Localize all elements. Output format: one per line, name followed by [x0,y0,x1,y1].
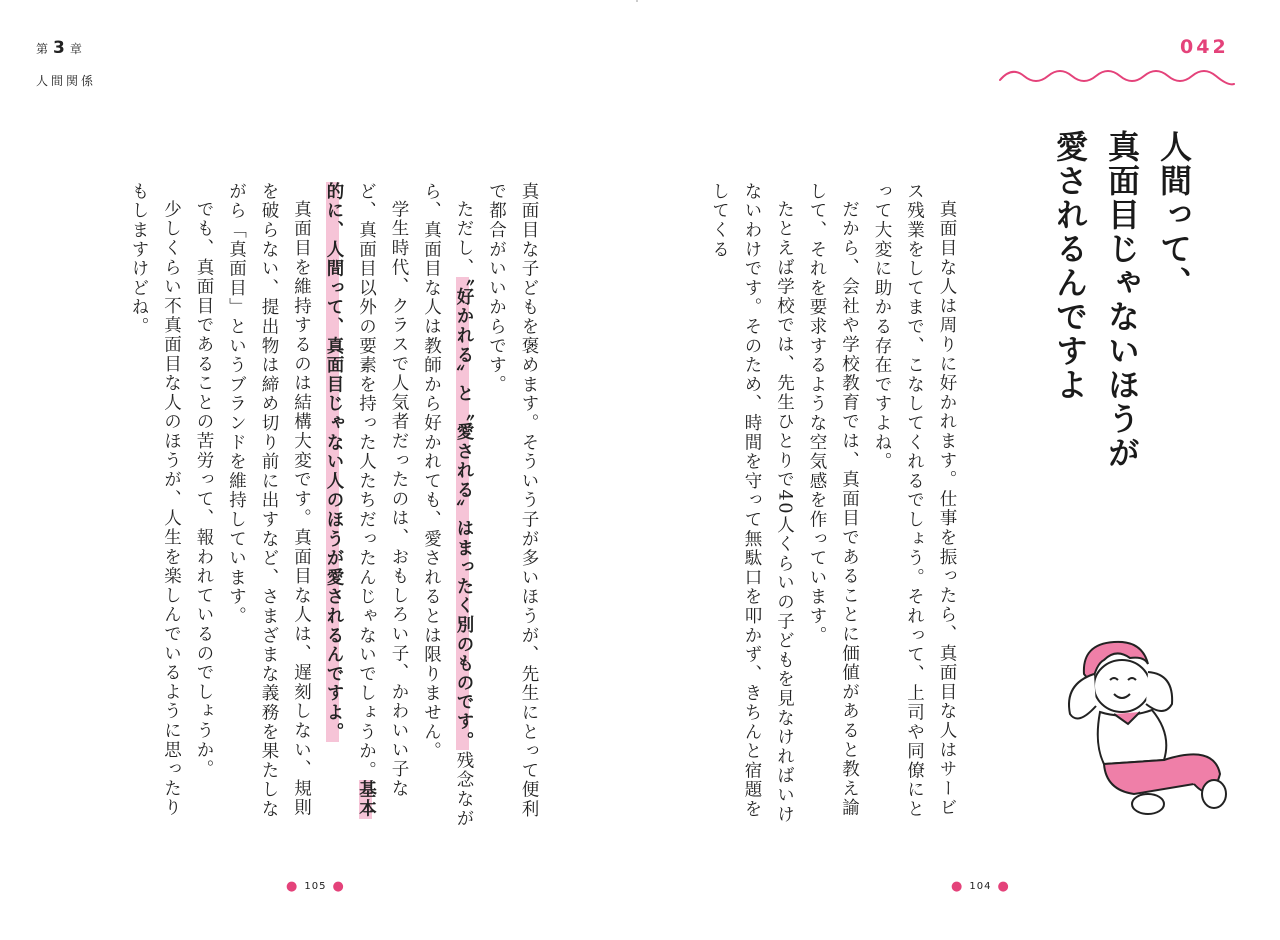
bullet-icon: ● [951,879,964,894]
bullet-icon: ● [997,879,1010,894]
title-line: 愛されるんですよ [1051,130,1089,402]
left-body-text [129,182,545,832]
paragraph: たとえば学校では、先生ひとりで40人くらいの子どもを見なければいけないわけです。そのため、時間を守って無駄口を叩かず、きちんと宿題をしてくる [709,182,795,824]
paragraph-text: ただし、 [454,199,474,277]
paragraph: でも、真面目であることの苦労って、報われているのでしょうか。 [194,199,214,779]
page-number [280,879,351,894]
paragraph [415,182,480,832]
section-number-badge: 042 [1180,36,1229,58]
bullet-icon: ● [332,879,345,894]
highlighted-text: 〝好かれる〟と〝愛される〟はまったく別のものです。 [454,276,474,751]
page-title [1051,130,1200,550]
right-body-text [709,182,963,832]
title-line: 真面目じゃないほうが [1103,130,1141,470]
paragraph: 真面目を維持するのは結構大変です。真面目な人は、遅刻しない、規則を破らない、提出物は締め切り前に出すなど、さまざまな義務を果たしながら「真面目」というブランドを維持しています。 [226,182,312,819]
paragraph: 真面目な人は周りに好かれます。仕事を振ったら、真面目な人はサービス残業をしてまで、こなしてくれるでしょう。それって、上司や同僚にとって大変に助かる存在ですよね。 [872,182,957,819]
bullet-icon: ● [286,879,299,894]
section-label: 人間関係 [36,74,97,88]
highlighted-text: 基本的に、人間って、真面目じゃない人のほうが愛されるんですよ。 [324,182,377,819]
paragraph-text: 学生時代、クラスで人気者だったのは、おもしろい子、かわいい子など、真面目以外の要素を持った人たちだったんじゃないでしょうか。 [356,182,409,798]
right-page [640,0,1280,940]
page-number [945,879,1016,894]
paragraph: 少しくらい不真面目な人のほうが、人生を楽しんでいるように思ったりもしますけどね。 [129,182,182,818]
chapter-label [36,38,83,58]
paragraph: 真面目な子どもを褒めます。そういう子が多いほうが、先生にとって便利で都合がいいからです。 [486,182,539,819]
chapter-prefix: 第 [36,42,50,56]
title-line: 人間って、 [1155,130,1193,300]
spine-mark [636,0,638,2]
paragraph: だから、会社や学校教育では、真面目であることに価値があると教え諭して、それを要求するような空気感を作っています。 [807,182,860,818]
chapter-suffix: 章 [69,42,83,56]
relaxing-person-illustration [1044,634,1244,824]
paragraph-text: 残念ながら、真面目な人は教師から好かれても、愛されるとは限りません。 [421,182,474,828]
wave-underline-icon [998,58,1238,88]
paragraph [318,182,416,832]
page-number-text: 105 [304,881,327,892]
chapter-number: 3 [53,38,66,58]
page-number-text: 104 [969,881,992,892]
